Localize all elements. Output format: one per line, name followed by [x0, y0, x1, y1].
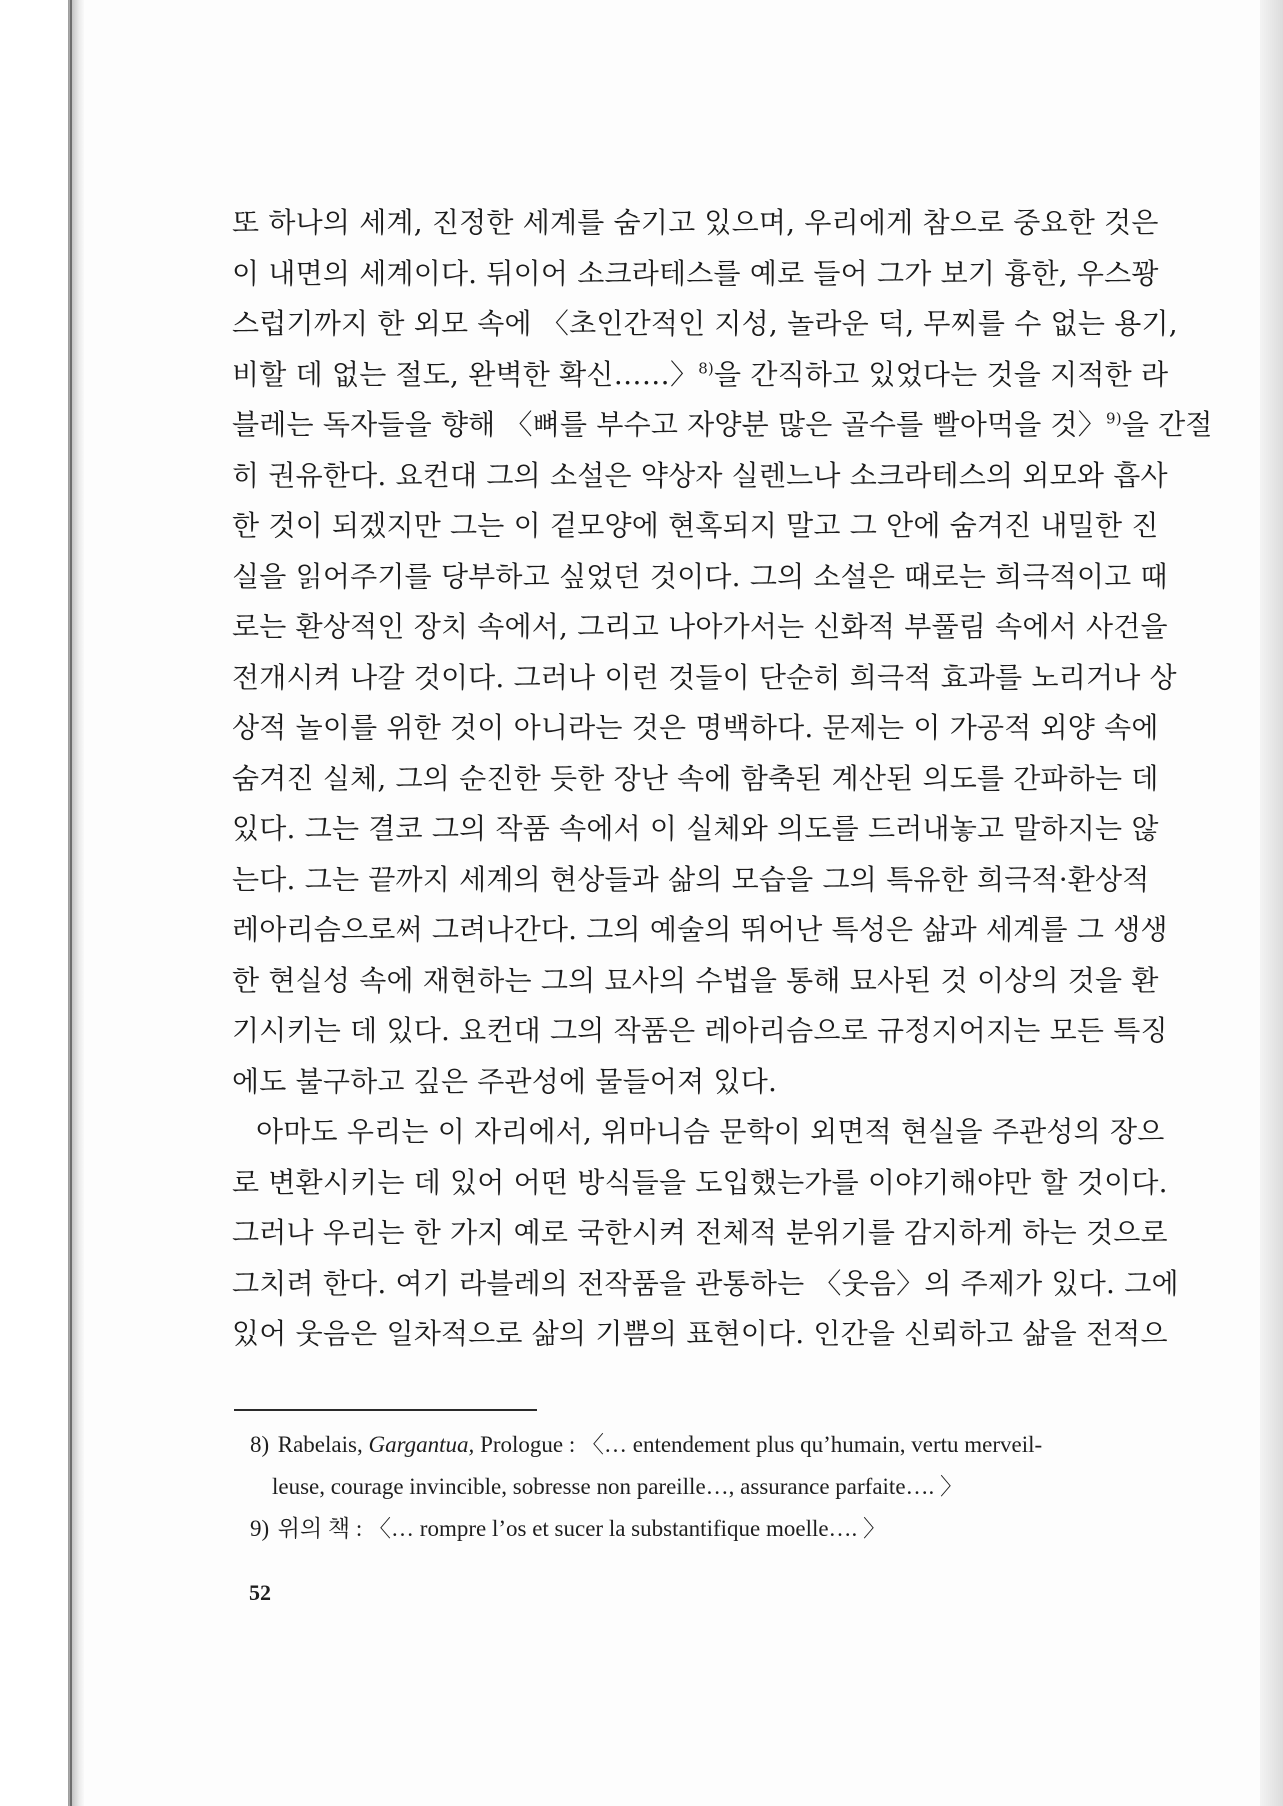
paragraph-end-line: 에도 불구하고 깊은 주관성에 물들어져 있다. — [232, 1064, 778, 1098]
text-line: 히 권유한다. 요컨대 그의 소설은 약상자 실렌느나 소크라테스의 외모와 흡사 — [232, 458, 1168, 492]
footnote-book-title: Gargantua, — [368, 1432, 475, 1457]
text-line: 한 것이 되겠지만 그는 이 겉모양에 현혹되지 말고 그 안에 숨겨진 내밀한 진 — [232, 509, 1159, 542]
text-line: 로는 환상적인 장치 속에서, 그리고 나아가서는 신화적 부풀림 속에서 사건을 — [232, 610, 1168, 643]
text-line: 그러나 우리는 한 가지 예로 국한시켜 전체적 분위기를 감지하게 하는 것으로 — [232, 1216, 1168, 1249]
footnote-divider — [234, 1409, 537, 1411]
text-line: 전개시켜 나갈 것이다. 그러나 이런 것들이 단순히 희극적 효과를 노리거나 상 — [232, 660, 1177, 694]
text-line: 또 하나의 세계, 진정한 세계를 숨기고 있으며, 우리에게 참으로 중요한 것은 — [232, 206, 1159, 239]
footnote-8 — [250, 1424, 1150, 1466]
text-line: 이 내면의 세계이다. 뒤이어 소크라테스를 예로 들어 그가 보기 흉한, 우스꽝 — [232, 256, 1159, 290]
text-line: 실을 읽어주기를 당부하고 싶었던 것이다. 그의 소설은 때로는 희극적이고 때 — [232, 559, 1168, 593]
footnotes — [250, 1424, 1150, 1550]
text-line: 로 변환시키는 데 있어 어떤 방식들을 도입했는가를 이야기해야만 할 것이다. — [232, 1165, 1168, 1199]
paragraph-start-line: 아마도 우리는 이 자리에서, 위마니슴 문학이 외면적 현실을 주관성의 장으 — [256, 1115, 1165, 1148]
footnote-8-continuation: leuse, courage invincible, sobresse non pareille…, assurance parfaite…. 〉 — [272, 1474, 964, 1499]
footnote-number: 8) — [250, 1432, 270, 1457]
footnote-ref-8: 8) — [698, 359, 714, 378]
text-line-with-footnote-9 — [232, 400, 1213, 451]
body-text — [232, 198, 1213, 1360]
text-line: 한 현실성 속에 재현하는 그의 묘사의 수법을 통해 묘사된 것 이상의 것을 환 — [232, 963, 1159, 997]
text-segment: 을 간절 — [1121, 408, 1213, 441]
footnote-ref-9: 9) — [1106, 409, 1122, 428]
footnote-author: Rabelais, — [277, 1432, 363, 1457]
text-line: 숨겨진 실체, 그의 순진한 듯한 장난 속에 함축된 계산된 의도를 간파하는 데 — [232, 761, 1159, 795]
footnote-9 — [250, 1508, 1150, 1550]
footnote-text: 위의 책 : 〈… rompre l’os et sucer la substantifique moelle…. 〉 — [277, 1516, 887, 1541]
text-line: 스럽기까지 한 외모 속에 〈초인간적인 지성, 놀라운 덕, 무찌를 수 없는 용기, — [232, 307, 1178, 340]
text-line: 상적 놀이를 위한 것이 아니라는 것은 명백하다. 문제는 이 가공적 외양 속에 — [232, 711, 1159, 744]
text-line: 그치려 한다. 여기 라블레의 전작품을 관통하는 〈웃음〉의 주제가 있다. 그에 — [232, 1266, 1179, 1300]
text-segment: 블레는 독자들을 향해 〈뼈를 부수고 자양분 많은 골수를 빨아먹을 것〉 — [232, 408, 1107, 441]
text-line-with-footnote-8 — [232, 350, 1169, 401]
text-line: 는다. 그는 끝까지 세계의 현상들과 삶의 모습을 그의 특유한 희극적·환상적 — [232, 862, 1150, 896]
text-segment: 비할 데 없는 절도, 완벽한 확신……〉 — [232, 357, 699, 391]
footnote-number: 9) — [250, 1516, 270, 1541]
book-spine-edge — [70, 0, 72, 1806]
text-line: 있다. 그는 결코 그의 작품 속에서 이 실체와 의도를 드러내놓고 말하지는 않 — [232, 812, 1159, 845]
text-line: 기시키는 데 있다. 요컨대 그의 작품은 레아리슴으로 규정지어지는 모든 특징 — [232, 1014, 1168, 1047]
page-edge-shadow — [1260, 0, 1283, 1806]
text-line: 레아리슴으로써 그려나간다. 그의 예술의 뛰어난 특성은 삶과 세계를 그 생생 — [232, 913, 1168, 946]
text-line: 있어 웃음은 일차적으로 삶의 기쁨의 표현이다. 인간을 신뢰하고 삶을 전적으 — [232, 1317, 1168, 1350]
text-segment: 을 간직하고 있었다는 것을 지적한 라 — [713, 357, 1169, 391]
footnote-text: Prologue : 〈… entendement plus qu’humain, vertu merveil- — [480, 1432, 1043, 1457]
page-number: 52 — [249, 1580, 271, 1605]
